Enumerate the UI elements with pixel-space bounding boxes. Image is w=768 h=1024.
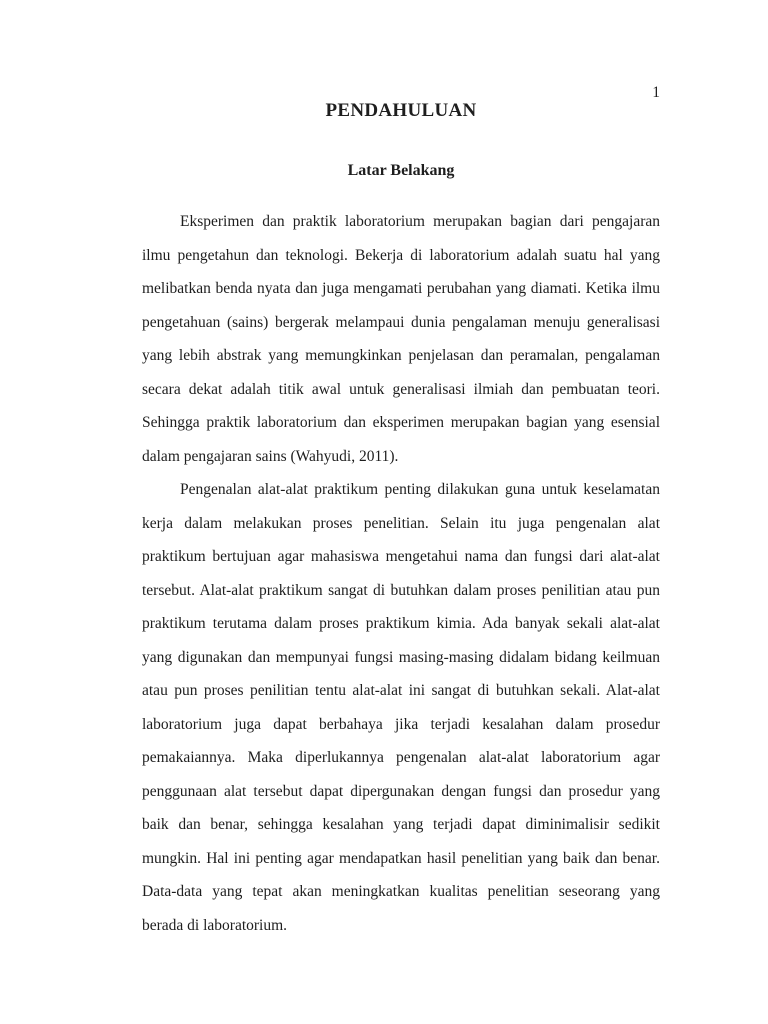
page-content <box>142 0 660 1024</box>
page-title: PENDAHULUAN <box>325 100 477 121</box>
paragraph <box>142 473 660 942</box>
section-heading: Latar Belakang <box>347 162 455 179</box>
text-line: dalam pengajaran sains (Wahyudi, 2011). <box>142 447 399 465</box>
text-line: pengetahuan (sains) bergerak melampaui dunia pengalaman menuju generalisasi <box>142 313 660 331</box>
text-line: berada di laboratorium. <box>142 916 288 934</box>
page-number: 1 <box>652 84 660 101</box>
text-line: ilmu pengetahun dan teknologi. Bekerja di laboratorium adalah suatu hal yang <box>142 246 660 264</box>
text-line: praktikum bertujuan agar mahasiswa mengetahui nama dan fungsi dari alat-alat <box>142 548 660 565</box>
text-line: baik dan benar, sehingga kesalahan yang terjadi dapat diminimalisir sedikit <box>142 816 660 833</box>
text-line: Sehingga praktik laboratorium dan eksperimen merupakan bagian yang esensial <box>142 414 660 431</box>
text-line: laboratorium juga dapat berbahaya jika terjadi kesalahan dalam prosedur <box>142 715 660 733</box>
text-line: yang lebih abstrak yang memungkinkan penjelasan dan peramalan, pengalaman <box>142 347 660 364</box>
text-line: Eksperimen dan praktik laboratorium merupakan bagian dari pengajaran <box>180 213 660 230</box>
text-line: secara dekat adalah titik awal untuk generalisasi ilmiah dan pembuatan teori. <box>142 380 660 398</box>
text-line: praktikum terutama dalam proses praktikum kimia. Ada banyak sekali alat-alat <box>142 615 660 632</box>
text-line: kerja dalam melakukan proses penelitian. Selain itu juga pengenalan alat <box>142 514 660 532</box>
text-line: pemakaiannya. Maka diperlukannya pengenalan alat-alat laboratorium agar <box>142 749 660 766</box>
text-line: tersebut. Alat-alat praktikum sangat di butuhkan dalam proses penilitian atau pun <box>142 581 660 599</box>
text-line: penggunaan alat tersebut dapat dipergunakan dengan fungsi dan prosedur yang <box>142 782 660 800</box>
text-line: Pengenalan alat-alat praktikum penting dilakukan guna untuk keselamatan <box>180 481 660 498</box>
text-line: mungkin. Hal ini penting agar mendapatkan hasil penelitian yang baik dan benar. <box>142 849 660 867</box>
text-line: yang digunakan dan mempunyai fungsi masing-masing didalam bidang keilmuan <box>142 648 660 666</box>
body-text <box>142 205 660 942</box>
text-line: atau pun proses penilitian tentu alat-alat ini sangat di butuhkan sekali. Alat-alat <box>142 682 660 699</box>
paragraph <box>142 205 660 473</box>
text-line: Data-data yang tepat akan meningkatkan kualitas penelitian seseorang yang <box>142 883 660 900</box>
text-line: melibatkan benda nyata dan juga mengamati perubahan yang diamati. Ketika ilmu <box>142 280 660 297</box>
